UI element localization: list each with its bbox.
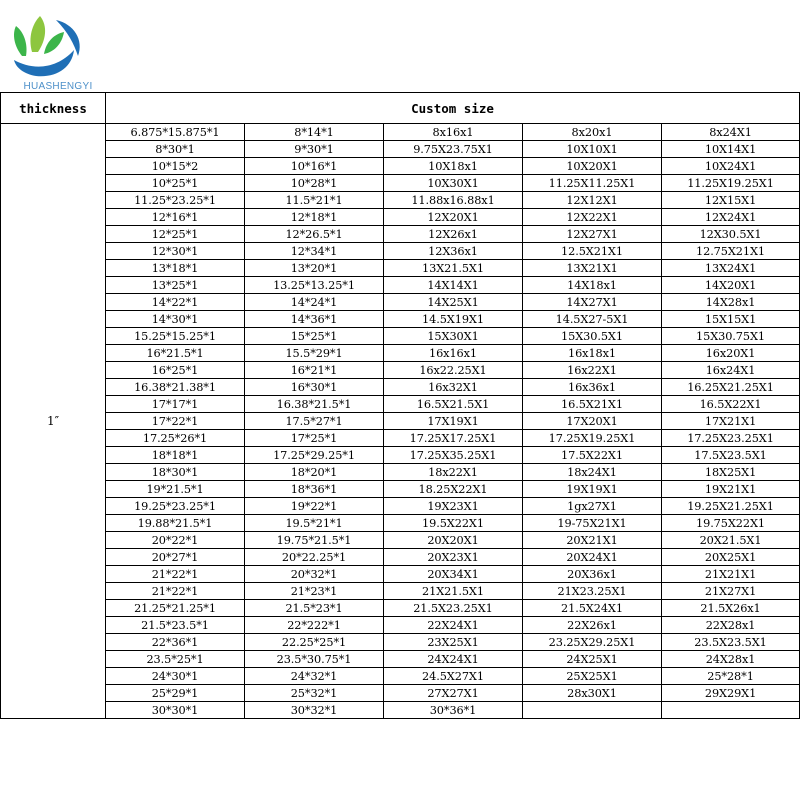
size-cell: 8x20x1 xyxy=(523,124,662,141)
size-cell: 17.25X17.25X1 xyxy=(384,430,523,447)
size-cell: 25*29*1 xyxy=(106,685,245,702)
size-cell: 17X21X1 xyxy=(662,413,800,430)
size-cell: 12X12X1 xyxy=(523,192,662,209)
table-row xyxy=(1,294,800,311)
size-cell: 10*15*2 xyxy=(106,158,245,175)
size-cell: 19X23X1 xyxy=(384,498,523,515)
size-cell: 9.75X23.75X1 xyxy=(384,141,523,158)
size-cell: 14*30*1 xyxy=(106,311,245,328)
size-cell: 14X20X1 xyxy=(662,277,800,294)
size-cell: 21X21X1 xyxy=(662,566,800,583)
size-cell: 20X21.5X1 xyxy=(662,532,800,549)
size-cell: 21*23*1 xyxy=(245,583,384,600)
size-cell xyxy=(662,702,800,719)
size-cell: 12*26.5*1 xyxy=(245,226,384,243)
size-cell: 20X34X1 xyxy=(384,566,523,583)
size-cell: 8x24X1 xyxy=(662,124,800,141)
size-cell: 12X30.5X1 xyxy=(662,226,800,243)
size-cell: 10X14X1 xyxy=(662,141,800,158)
size-cell: 16x16x1 xyxy=(384,345,523,362)
size-cell: 21.25*21.25*1 xyxy=(106,600,245,617)
size-cell: 18*18*1 xyxy=(106,447,245,464)
size-cell: 11.25X19.25X1 xyxy=(662,175,800,192)
size-cell: 11.25X11.25X1 xyxy=(523,175,662,192)
size-cell: 24.5X27X1 xyxy=(384,668,523,685)
size-cell: 12X26x1 xyxy=(384,226,523,243)
size-cell: 14X14X1 xyxy=(384,277,523,294)
table-row xyxy=(1,498,800,515)
table-row xyxy=(1,702,800,719)
table-row xyxy=(1,243,800,260)
size-cell: 10X24X1 xyxy=(662,158,800,175)
size-cell: 16*21.5*1 xyxy=(106,345,245,362)
size-cell: 17.5X23.5X1 xyxy=(662,447,800,464)
size-cell: 14.5X27-5X1 xyxy=(523,311,662,328)
size-cell: 13*18*1 xyxy=(106,260,245,277)
size-cell: 19.5X22X1 xyxy=(384,515,523,532)
size-cell: 12.75X21X1 xyxy=(662,243,800,260)
size-cell: 10*16*1 xyxy=(245,158,384,175)
size-cell: 16*30*1 xyxy=(245,379,384,396)
size-cell: 19*22*1 xyxy=(245,498,384,515)
size-cell: 11.25*23.25*1 xyxy=(106,192,245,209)
size-cell: 17.25*29.25*1 xyxy=(245,447,384,464)
size-cell: 19*21.5*1 xyxy=(106,481,245,498)
size-cell: 16.5X21.5X1 xyxy=(384,396,523,413)
size-cell: 8x16x1 xyxy=(384,124,523,141)
size-cell: 29X29X1 xyxy=(662,685,800,702)
table-row xyxy=(1,328,800,345)
size-cell: 19X19X1 xyxy=(523,481,662,498)
header-thickness: thickness xyxy=(1,93,106,124)
size-cell: 30*30*1 xyxy=(106,702,245,719)
size-cell: 12*34*1 xyxy=(245,243,384,260)
table-row xyxy=(1,617,800,634)
size-cell: 12*16*1 xyxy=(106,209,245,226)
table-row xyxy=(1,515,800,532)
size-cell: 12.5X21X1 xyxy=(523,243,662,260)
size-cell: 22*36*1 xyxy=(106,634,245,651)
table-row xyxy=(1,277,800,294)
size-cell: 14.5X19X1 xyxy=(384,311,523,328)
size-cell: 13X21.5X1 xyxy=(384,260,523,277)
brand-logo xyxy=(8,10,93,92)
size-cell: 28x30X1 xyxy=(523,685,662,702)
size-cell: 16x32X1 xyxy=(384,379,523,396)
size-cell: 23.5*30.75*1 xyxy=(245,651,384,668)
size-cell: 19.5*21*1 xyxy=(245,515,384,532)
size-cell: 22X26x1 xyxy=(523,617,662,634)
size-cell: 15X15X1 xyxy=(662,311,800,328)
table-row xyxy=(1,447,800,464)
thickness-value: 1″ xyxy=(1,124,106,719)
size-cell: 10*25*1 xyxy=(106,175,245,192)
size-cell: 21*22*1 xyxy=(106,566,245,583)
size-cell: 9*30*1 xyxy=(245,141,384,158)
size-cell: 21X21.5X1 xyxy=(384,583,523,600)
size-cell: 20X20X1 xyxy=(384,532,523,549)
size-cell: 17*22*1 xyxy=(106,413,245,430)
table-row xyxy=(1,413,800,430)
size-cell: 1gx27X1 xyxy=(523,498,662,515)
size-cell: 15*25*1 xyxy=(245,328,384,345)
size-cell: 27X27X1 xyxy=(384,685,523,702)
size-cell: 19.25X21.25X1 xyxy=(662,498,800,515)
size-cell: 20X21X1 xyxy=(523,532,662,549)
size-cell: 17.5X22X1 xyxy=(523,447,662,464)
size-cell: 16x24X1 xyxy=(662,362,800,379)
size-cell: 17.25X19.25X1 xyxy=(523,430,662,447)
table-row xyxy=(1,634,800,651)
size-cell: 17X20X1 xyxy=(523,413,662,430)
size-cell: 25*28*1 xyxy=(662,668,800,685)
header-custom-size: Custom size xyxy=(106,93,800,124)
size-cell: 30*32*1 xyxy=(245,702,384,719)
size-cell: 14X27X1 xyxy=(523,294,662,311)
size-cell: 21.5X24X1 xyxy=(523,600,662,617)
size-cell: 19.88*21.5*1 xyxy=(106,515,245,532)
table-row xyxy=(1,651,800,668)
size-cell: 14*22*1 xyxy=(106,294,245,311)
size-cell: 12X20X1 xyxy=(384,209,523,226)
size-cell: 24*32*1 xyxy=(245,668,384,685)
size-cell: 16.38*21.38*1 xyxy=(106,379,245,396)
size-cell: 18*36*1 xyxy=(245,481,384,498)
table-row xyxy=(1,226,800,243)
size-cell: 10X10X1 xyxy=(523,141,662,158)
size-cell: 11.5*21*1 xyxy=(245,192,384,209)
size-cell: 23X25X1 xyxy=(384,634,523,651)
table-row xyxy=(1,583,800,600)
size-cell: 24*30*1 xyxy=(106,668,245,685)
size-cell: 20X36x1 xyxy=(523,566,662,583)
size-cell: 22.25*25*1 xyxy=(245,634,384,651)
size-cell: 17*25*1 xyxy=(245,430,384,447)
size-cell: 19.75*21.5*1 xyxy=(245,532,384,549)
brand-name: HUASHENGYI xyxy=(23,81,93,92)
size-cell: 23.25X29.25X1 xyxy=(523,634,662,651)
table-row xyxy=(1,141,800,158)
size-cell: 15X30X1 xyxy=(384,328,523,345)
size-cell: 20X25X1 xyxy=(662,549,800,566)
table-row xyxy=(1,532,800,549)
size-cell: 21*22*1 xyxy=(106,583,245,600)
size-cell: 15.5*29*1 xyxy=(245,345,384,362)
size-cell: 16.38*21.5*1 xyxy=(245,396,384,413)
size-cell: 21.5X23.25X1 xyxy=(384,600,523,617)
size-cell: 16x18x1 xyxy=(523,345,662,362)
size-cell: 13X24X1 xyxy=(662,260,800,277)
table-header-row xyxy=(1,93,800,124)
size-cell: 17*17*1 xyxy=(106,396,245,413)
size-cell: 12X15X1 xyxy=(662,192,800,209)
size-cell: 16*21*1 xyxy=(245,362,384,379)
table-row xyxy=(1,600,800,617)
size-cell: 14*36*1 xyxy=(245,311,384,328)
table-row xyxy=(1,685,800,702)
size-cell: 17.25X35.25X1 xyxy=(384,447,523,464)
size-cell xyxy=(523,702,662,719)
size-cell: 24X24X1 xyxy=(384,651,523,668)
size-cell: 15X30.75X1 xyxy=(662,328,800,345)
size-cell: 21.5X26x1 xyxy=(662,600,800,617)
size-cell: 18x24X1 xyxy=(523,464,662,481)
table-row xyxy=(1,379,800,396)
size-cell: 19.25*23.25*1 xyxy=(106,498,245,515)
size-cell: 12X36x1 xyxy=(384,243,523,260)
size-table xyxy=(0,92,800,719)
size-cell: 18X25X1 xyxy=(662,464,800,481)
size-cell: 17.5*27*1 xyxy=(245,413,384,430)
size-cell: 21.5*23.5*1 xyxy=(106,617,245,634)
size-cell: 12*18*1 xyxy=(245,209,384,226)
size-cell: 16.5X22X1 xyxy=(662,396,800,413)
table-row xyxy=(1,260,800,277)
table-row xyxy=(1,311,800,328)
table-body xyxy=(1,124,800,719)
size-cell: 25*32*1 xyxy=(245,685,384,702)
size-cell: 22X28x1 xyxy=(662,617,800,634)
size-cell: 18x22X1 xyxy=(384,464,523,481)
size-cell: 16.25X21.25X1 xyxy=(662,379,800,396)
table-row xyxy=(1,668,800,685)
size-cell: 16*25*1 xyxy=(106,362,245,379)
size-cell: 21X27X1 xyxy=(662,583,800,600)
table-row xyxy=(1,192,800,209)
size-cell: 6.875*15.875*1 xyxy=(106,124,245,141)
size-cell: 21X23.25X1 xyxy=(523,583,662,600)
table-row xyxy=(1,362,800,379)
size-cell: 16x22.25X1 xyxy=(384,362,523,379)
table-row xyxy=(1,481,800,498)
size-cell: 14X28x1 xyxy=(662,294,800,311)
size-cell: 20*22.25*1 xyxy=(245,549,384,566)
size-cell: 20X24X1 xyxy=(523,549,662,566)
size-cell: 14X25X1 xyxy=(384,294,523,311)
table-row xyxy=(1,430,800,447)
size-cell: 10X30X1 xyxy=(384,175,523,192)
size-cell: 10X18x1 xyxy=(384,158,523,175)
size-cell: 14X18x1 xyxy=(523,277,662,294)
table-row xyxy=(1,396,800,413)
size-cell: 19.75X22X1 xyxy=(662,515,800,532)
size-cell: 13*20*1 xyxy=(245,260,384,277)
size-cell: 20X23X1 xyxy=(384,549,523,566)
size-cell: 16x36x1 xyxy=(523,379,662,396)
size-cell: 13.25*13.25*1 xyxy=(245,277,384,294)
size-cell: 12X24X1 xyxy=(662,209,800,226)
size-cell: 12X22X1 xyxy=(523,209,662,226)
table-row xyxy=(1,464,800,481)
size-cell: 30*36*1 xyxy=(384,702,523,719)
size-cell: 24X25X1 xyxy=(523,651,662,668)
size-cell: 10X20X1 xyxy=(523,158,662,175)
table-row xyxy=(1,175,800,192)
size-cell: 15.25*15.25*1 xyxy=(106,328,245,345)
size-cell: 8*14*1 xyxy=(245,124,384,141)
size-cell: 12*25*1 xyxy=(106,226,245,243)
size-cell: 15X30.5X1 xyxy=(523,328,662,345)
size-cell: 14*24*1 xyxy=(245,294,384,311)
size-cell: 10*28*1 xyxy=(245,175,384,192)
table-row xyxy=(1,566,800,583)
size-cell: 19-75X21X1 xyxy=(523,515,662,532)
size-cell: 18.25X22X1 xyxy=(384,481,523,498)
size-cell: 16x20X1 xyxy=(662,345,800,362)
size-cell: 16.5X21X1 xyxy=(523,396,662,413)
table-row xyxy=(1,549,800,566)
size-cell: 17.25X23.25X1 xyxy=(662,430,800,447)
size-cell: 17.25*26*1 xyxy=(106,430,245,447)
size-cell: 24X28x1 xyxy=(662,651,800,668)
leaf-logo-icon xyxy=(8,10,90,82)
size-cell: 18*20*1 xyxy=(245,464,384,481)
size-cell: 8*30*1 xyxy=(106,141,245,158)
size-cell: 12*30*1 xyxy=(106,243,245,260)
size-cell: 18*30*1 xyxy=(106,464,245,481)
size-cell: 17X19X1 xyxy=(384,413,523,430)
size-cell: 23.5*25*1 xyxy=(106,651,245,668)
table-row xyxy=(1,158,800,175)
table-row xyxy=(1,124,800,141)
size-cell: 22X24X1 xyxy=(384,617,523,634)
size-cell: 22*222*1 xyxy=(245,617,384,634)
size-cell: 20*22*1 xyxy=(106,532,245,549)
size-cell: 20*27*1 xyxy=(106,549,245,566)
size-cell: 13*25*1 xyxy=(106,277,245,294)
size-cell: 12X27X1 xyxy=(523,226,662,243)
size-cell: 11.88x16.88x1 xyxy=(384,192,523,209)
size-cell: 21.5*23*1 xyxy=(245,600,384,617)
size-cell: 20*32*1 xyxy=(245,566,384,583)
table-row xyxy=(1,209,800,226)
size-cell: 25X25X1 xyxy=(523,668,662,685)
size-cell: 19X21X1 xyxy=(662,481,800,498)
size-cell: 23.5X23.5X1 xyxy=(662,634,800,651)
size-cell: 13X21X1 xyxy=(523,260,662,277)
table-row xyxy=(1,345,800,362)
size-cell: 16x22X1 xyxy=(523,362,662,379)
